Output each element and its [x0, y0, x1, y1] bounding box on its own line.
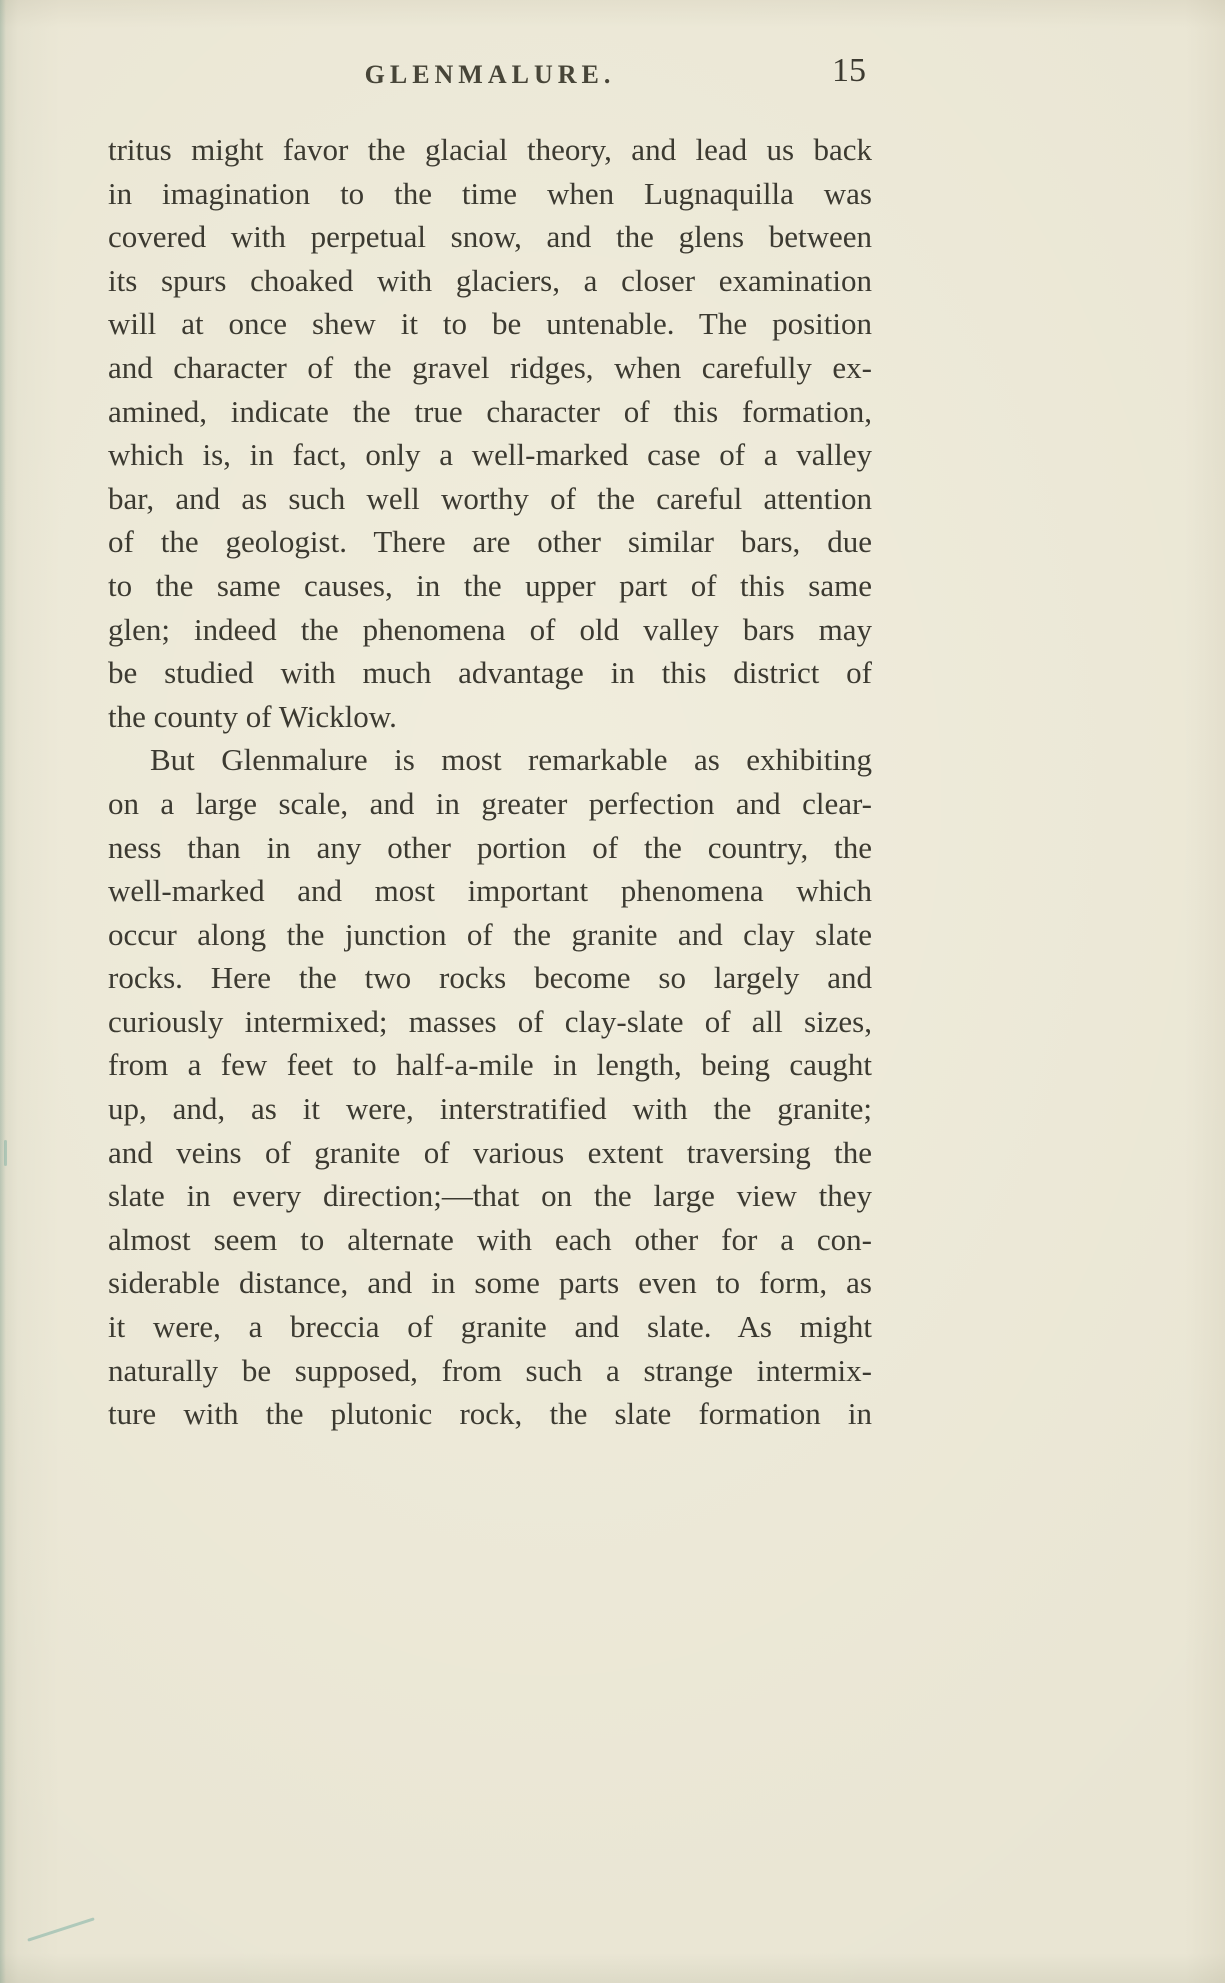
- page-number: 15: [832, 52, 866, 89]
- running-head: [108, 52, 872, 98]
- text-line: occur along the junction of the granite and clay slate: [108, 916, 872, 952]
- text-line: and character of the gravel ridges, when carefully ex-: [108, 349, 872, 385]
- text-line: glen; indeed the phenomena of old valley bars may: [108, 611, 872, 647]
- text-line: from a few feet to half-a-mile in length, being caught: [108, 1047, 872, 1083]
- text-line: will at once shew it to be untenable. The position: [108, 306, 872, 342]
- text-line: siderable distance, and in some parts even to form, as: [108, 1265, 872, 1301]
- text-line: in imagination to the time when Lugnaquilla was: [108, 175, 872, 211]
- scan-mark-artifact: [27, 1917, 95, 1941]
- text-line: the county of Wicklow.: [108, 698, 397, 734]
- text-line: amined, indicate the true character of this formation,: [108, 393, 872, 429]
- scan-mark-artifact: [4, 1140, 7, 1166]
- text-line: slate in every direction;—that on the large view they: [108, 1178, 872, 1214]
- text-line: bar, and as such well worthy of the careful attention: [108, 480, 872, 516]
- text-line: But Glenmalure is most remarkable as exhibiting: [150, 742, 872, 778]
- text-line: ness than in any other portion of the country, the: [108, 829, 872, 865]
- text-line: it were, a breccia of granite and slate. As might: [108, 1309, 872, 1345]
- text-line: its spurs choaked with glaciers, a closer examination: [108, 262, 872, 298]
- text-line: ture with the plutonic rock, the slate formation in: [108, 1396, 872, 1432]
- text-line: and veins of granite of various extent traversing the: [108, 1134, 872, 1170]
- text-line: to the same causes, in the upper part of this same: [108, 567, 872, 603]
- text-line: covered with perpetual snow, and the glens between: [108, 219, 872, 255]
- text-line: of the geologist. There are other similar bars, due: [108, 524, 872, 560]
- content-column: [108, 0, 872, 1436]
- running-title: GLENMALURE.: [364, 60, 616, 89]
- text-line: almost seem to alternate with each other for a con-: [108, 1221, 872, 1257]
- text-line: naturally be supposed, from such a strange intermix-: [108, 1352, 872, 1388]
- text-line: curiously intermixed; masses of clay-slate of all sizes,: [108, 1003, 872, 1039]
- page-body: [108, 128, 872, 1436]
- text-line: rocks. Here the two rocks become so largely and: [108, 960, 872, 996]
- text-line: well-marked and most important phenomena which: [108, 873, 872, 909]
- text-line: be studied with much advantage in this district of: [108, 655, 872, 691]
- text-line: tritus might favor the glacial theory, and lead us back: [108, 132, 872, 167]
- scan-edge-artifact: [0, 0, 6, 1983]
- text-line: on a large scale, and in greater perfection and clear-: [108, 785, 872, 821]
- text-line: up, and, as it were, interstratified with the granite;: [108, 1091, 872, 1127]
- text-line: which is, in fact, only a well-marked case of a valley: [108, 437, 872, 473]
